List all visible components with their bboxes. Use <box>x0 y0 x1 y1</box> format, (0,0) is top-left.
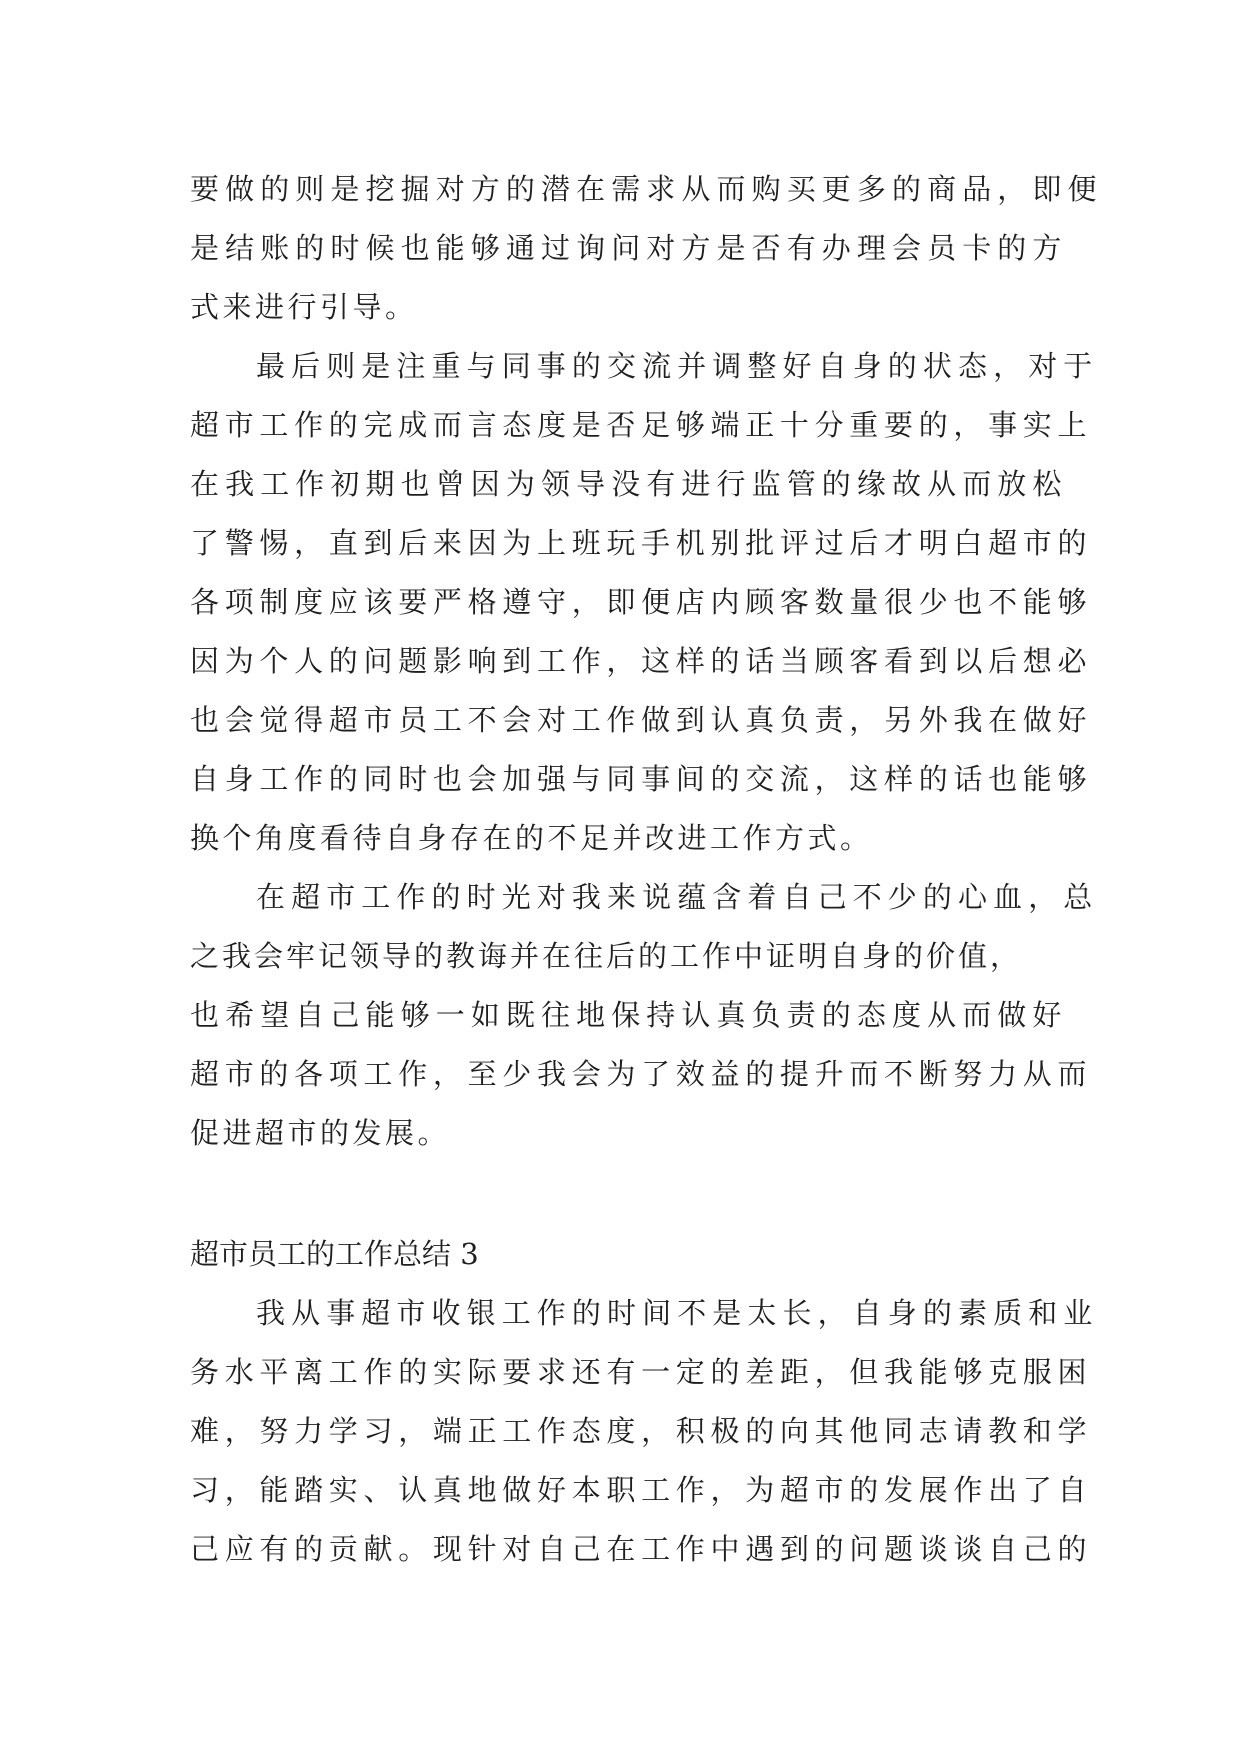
paragraph-line: 习，能踏实、认真地做好本职工作，为超市的发展作出了自 <box>190 1473 1093 1507</box>
section-spacer <box>190 1163 1050 1225</box>
paragraph-line: 自身工作的同时也会加强与同事间的交流，这样的话也能够 <box>190 762 1093 796</box>
paragraph-line: 换个角度看待自身存在的不足并改进工作方式。 <box>190 821 873 855</box>
paragraph-line: 促进超市的发展。 <box>190 1116 451 1150</box>
paragraph-line: 最后则是注重与同事的交流并调整好自身的状态，对于 <box>256 349 1099 383</box>
paragraph-line: 各项制度应该要严格遵守，即便店内顾客数量很少也不能够 <box>190 585 1093 619</box>
paragraph-line: 式来进行引导。 <box>190 290 418 324</box>
paragraph-line: 超市工作的完成而言态度是否足够端正十分重要的，事实上 <box>190 408 1093 442</box>
document-body <box>190 160 1103 1579</box>
paragraph-line: 务水平离工作的实际要求还有一定的差距，但我能够克服困 <box>190 1355 1093 1389</box>
paragraph-line: 也会觉得超市员工不会对工作做到认真负责，另外我在做好 <box>190 703 1093 737</box>
paragraph-line: 也希望自己能够一如既往地保持认真负责的态度从而做好 <box>190 998 1068 1032</box>
paragraph-line: 超市的各项工作，至少我会为了效益的提升而不断努力从而 <box>190 1057 1093 1091</box>
paragraph-line: 己应有的贡献。现针对自己在工作中遇到的问题谈谈自己的 <box>190 1532 1093 1566</box>
paragraph-line: 是结账的时候也能够通过询问对方是否有办理会员卡的方 <box>190 231 1068 265</box>
paragraph-line: 因为个人的问题影响到工作，这样的话当顾客看到以后想必 <box>190 644 1093 678</box>
section-paragraph <box>190 1284 1099 1579</box>
paragraph-line: 了警惕，直到后来因为上班玩手机别批评过后才明白超市的 <box>190 526 1093 560</box>
paragraph-1 <box>190 160 1103 337</box>
paragraph-line: 在超市工作的时光对我来说蕴含着自己不少的心血，总 <box>256 880 1099 914</box>
paragraph-line: 要做的则是挖掘对方的潜在需求从而购买更多的商品，即便 <box>190 172 1103 206</box>
paragraph-line: 难，努力学习，端正工作态度，积极的向其他同志请教和学 <box>190 1414 1093 1448</box>
paragraph-line: 在我工作初期也曾因为领导没有进行监管的缘故从而放松 <box>190 467 1068 501</box>
paragraph-2 <box>190 337 1099 868</box>
section-heading: 超市员工的工作总结 3 <box>190 1237 479 1271</box>
paragraph-line: 之我会牢记领导的教诲并在往后的工作中证明自身的价值， <box>190 939 1023 973</box>
paragraph-3 <box>190 868 1099 1163</box>
paragraph-line: 我从事超市收银工作的时间不是太长，自身的素质和业 <box>256 1296 1099 1330</box>
